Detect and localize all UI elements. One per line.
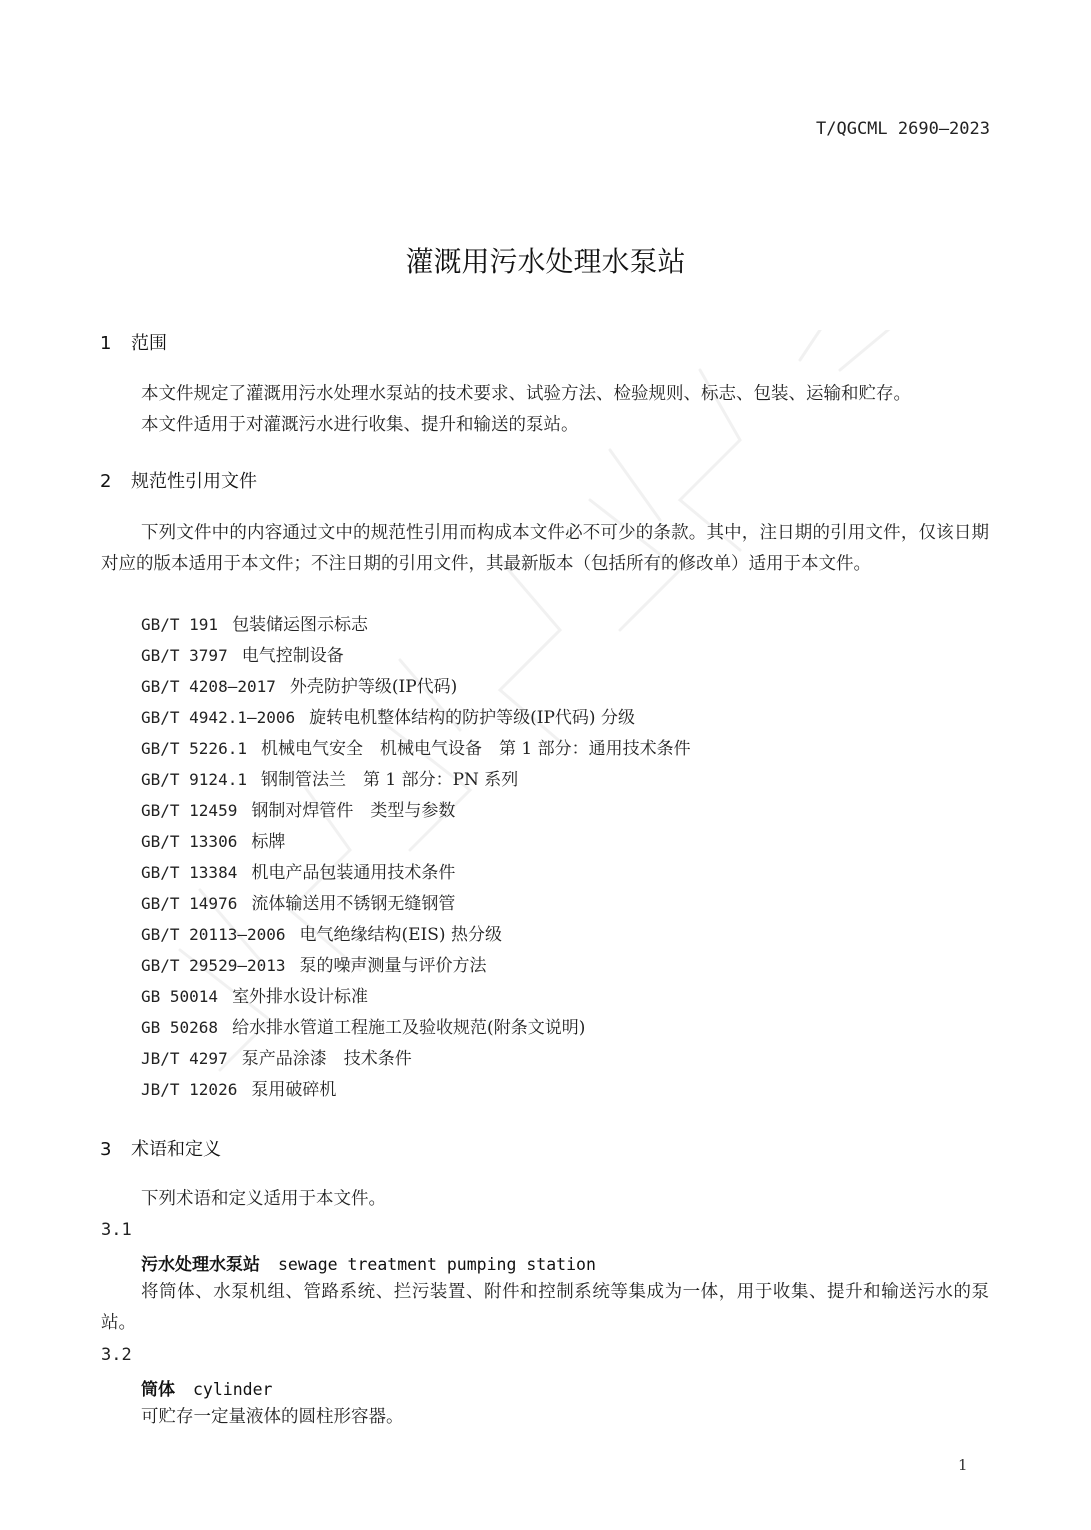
section-number: 1 (100, 333, 112, 354)
reference-title: 外壳防护等级(IP代码) (289, 677, 458, 697)
reference-title: 包装储运图示标志 (232, 615, 369, 635)
reference-code: GB/T 29529—2013 (141, 956, 286, 975)
reference-item (141, 795, 991, 826)
section-title: 术语和定义 (131, 1139, 221, 1160)
term-number: 3.2 (101, 1345, 132, 1365)
scope-paragraph-1: 本文件规定了灌溉用污水处理水泵站的技术要求、试验方法、检验规则、标志、包装、运输和贮存。 (141, 384, 911, 404)
reference-code: GB/T 13384 (141, 863, 238, 882)
reference-item (141, 826, 991, 857)
reference-code: GB/T 191 (141, 615, 219, 634)
reference-item (141, 733, 991, 764)
reference-title: 钢制管法兰 第 1 部分：PN 系列 (260, 770, 519, 790)
reference-title: 电气控制设备 (241, 646, 344, 666)
reference-title: 标牌 (251, 832, 286, 852)
section-title: 规范性引用文件 (131, 471, 257, 492)
reference-title: 旋转电机整体结构的防护等级(IP代码) 分级 (309, 708, 635, 728)
reference-item (141, 702, 991, 733)
reference-code: JB/T 12026 (141, 1080, 238, 1099)
term-english: cylinder (193, 1380, 273, 1399)
reference-item (141, 857, 991, 888)
reference-item (141, 671, 991, 702)
reference-code: GB/T 14976 (141, 894, 238, 913)
reference-title: 机械电气安全 机械电气设备 第 1 部分：通用技术条件 (260, 739, 691, 759)
section-heading-scope (100, 329, 167, 355)
reference-item (141, 640, 991, 671)
reference-item (141, 764, 991, 795)
term-number: 3.1 (101, 1220, 132, 1240)
reference-title: 流体输送用不锈钢无缝钢管 (251, 894, 456, 914)
reference-title: 电气绝缘结构(EIS) 热分级 (299, 925, 502, 945)
term-chinese: 筒体 (141, 1380, 175, 1400)
reference-code: GB/T 4208—2017 (141, 677, 276, 696)
references-intro-paragraph: 下列文件中的内容通过文中的规范性引用而构成本文件必不可少的条款。其中，注日期的引用文件，仅该日期对应的版本适用于本文件；不注日期的引用文件，其最新版本（包括所有的修改单）适用于本文件。 (101, 523, 989, 574)
document-title: 灌溉用污水处理水泵站 (405, 245, 686, 278)
reference-item (141, 919, 991, 950)
reference-item (141, 1074, 991, 1105)
reference-title: 泵的噪声测量与评价方法 (299, 956, 487, 976)
reference-title: 给水排水管道工程施工及验收规范(附条文说明) (232, 1018, 586, 1038)
reference-code: GB/T 20113—2006 (141, 925, 286, 944)
term-english: sewage treatment pumping station (278, 1255, 596, 1274)
scope-paragraph-2: 本文件适用于对灌溉污水进行收集、提升和输送的泵站。 (141, 415, 579, 435)
reference-code: GB/T 4942.1—2006 (141, 708, 296, 727)
term-definition: 将筒体、水泵机组、管路系统、拦污装置、附件和控制系统等集成为一体，用于收集、提升和输送污水的泵站。 (101, 1282, 989, 1333)
reference-item (141, 1043, 991, 1074)
reference-title: 机电产品包装通用技术条件 (251, 863, 456, 883)
section-number: 2 (100, 471, 112, 492)
reference-code: GB 50014 (141, 987, 219, 1006)
reference-item (141, 950, 991, 981)
reference-title: 泵产品涂漆 技术条件 (241, 1049, 412, 1069)
reference-code: JB/T 4297 (141, 1049, 228, 1068)
reference-item (141, 609, 991, 640)
reference-item (141, 888, 991, 919)
reference-list (141, 609, 991, 1105)
section-heading-normative-references (100, 467, 257, 493)
page-number: 1 (958, 1456, 968, 1474)
reference-title: 室外排水设计标准 (232, 987, 369, 1007)
section-heading-terms-definitions (100, 1135, 221, 1161)
reference-code: GB/T 3797 (141, 646, 228, 665)
terms-intro-paragraph: 下列术语和定义适用于本文件。 (141, 1189, 386, 1209)
section-number: 3 (100, 1139, 112, 1160)
reference-code: GB/T 9124.1 (141, 770, 247, 789)
reference-title: 钢制对焊管件 类型与参数 (251, 801, 456, 821)
term-entry (141, 1375, 272, 1400)
term-definition: 可贮存一定量液体的圆柱形容器。 (141, 1407, 404, 1427)
term-entry (141, 1250, 596, 1275)
reference-code: GB/T 12459 (141, 801, 238, 820)
standard-number: T/QGCML 2690—2023 (816, 119, 990, 139)
reference-code: GB/T 13306 (141, 832, 238, 851)
reference-item (141, 981, 991, 1012)
reference-title: 泵用破碎机 (251, 1080, 337, 1100)
section-title: 范围 (131, 333, 167, 354)
reference-code: GB/T 5226.1 (141, 739, 247, 758)
reference-item (141, 1012, 991, 1043)
term-chinese: 污水处理水泵站 (141, 1255, 260, 1275)
reference-code: GB 50268 (141, 1018, 219, 1037)
